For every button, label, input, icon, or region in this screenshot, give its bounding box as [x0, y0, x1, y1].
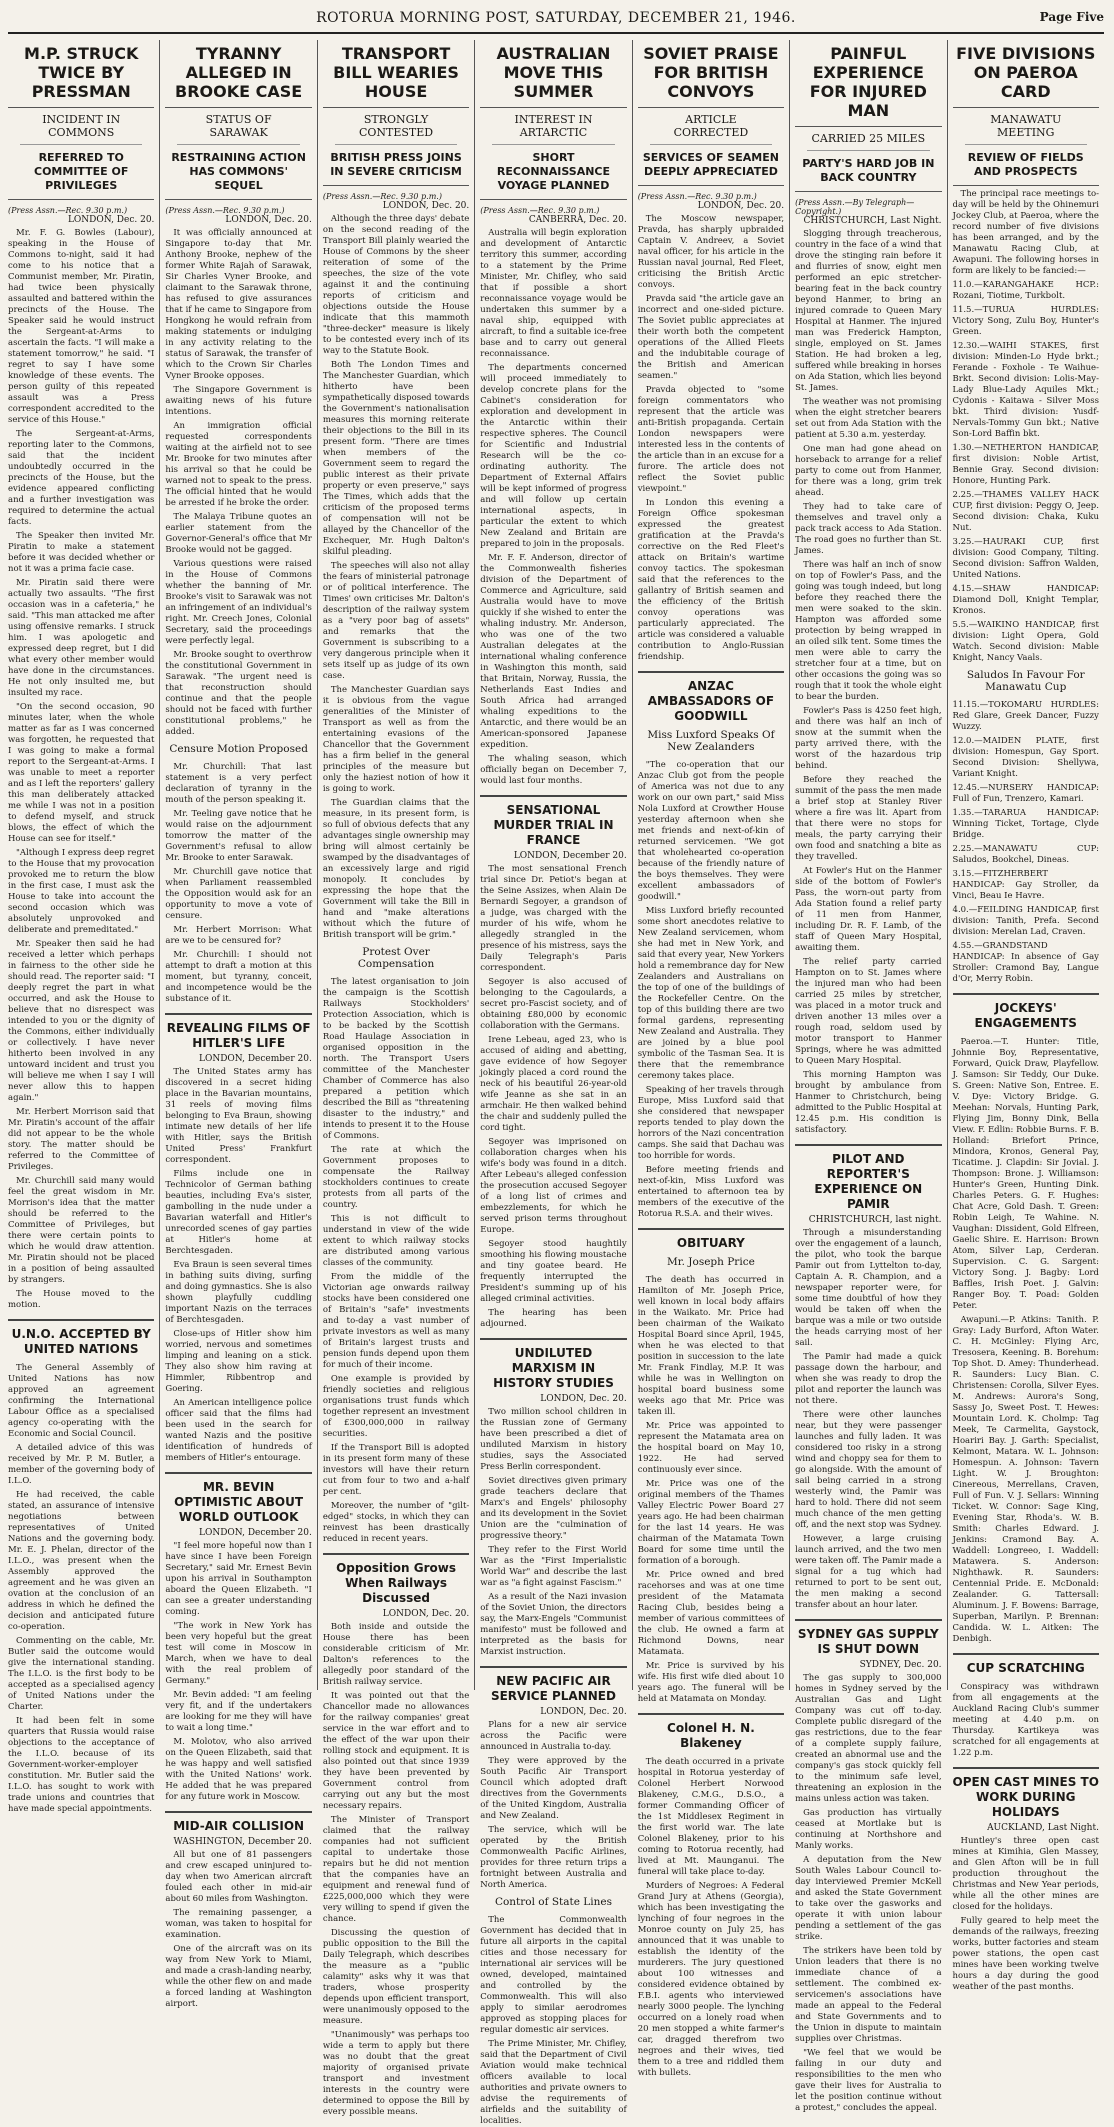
article-headline: Colonel H. N. Blakeney [638, 1713, 784, 1754]
article-subhead: REFERRED TO COMMITTEE OF PRIVILEGES [8, 145, 154, 200]
article-paragraph: All but one of 81 passengers and crew escaped uninjured to-day when two American aircraft fouled each other in mid-air about 60 miles from Washington. [165, 1850, 312, 1904]
article-paragraph: Paeroa.—T. Hunter: Title, Johnnie Boy, Representative, Forward, Quick Draw, Playfellow. J. Samson: Sir Teddy, Our Duke. S. Green: Native Son, Entree. E. V. Dye: Victory Bridge. G. Meehan: Norvals, Hunting Park, Flying Jim, Bonny Dink, Bella View. F. Edlin: Robbie Burns. F. B. Holland: Briefort Prince, Mindora, Kronos, General Pay, Ticatime. J. Clapdin: Sir Jovial. J. Thompson: Brone. J. Williamson: Hunter's Green, Hunting Dink. Charles Peters. G. F. Hughes: Chat Acre, Gold Dash. T. Green: Robin Leigh, Te Wahine. N. Vaughan: Dissident, Gold Elfreen, Gaelic Shire. E. Harrison: Brown Atom, Silver Lap, Cerderan. Supervision. C. G. Sargent: Victory Song. J. Bagby: Lord Baffles, Irish Poet. J. Galvin: Ranger Boy. T. Poad: Golden Peter. [952, 1037, 1099, 1311]
article-body [165, 1541, 311, 1803]
article-headline: UNDILUTED MARXISM IN HISTORY STUDIES [480, 1338, 626, 1394]
race-entry: 1.30.—NETHERTON HANDICAP, first division: Noble Artist, Bennie Gray. Second division: Honore, Hunting Park. [952, 443, 1099, 486]
article-headline: MID-AIR COLLISION [165, 1811, 311, 1837]
article-body [480, 228, 626, 787]
article-paragraph: Soviet directives given primary grade teachers declare that Marx's and Engels' philosophy and its development in the Soviet Union are the "culmination of progressive theory." [480, 1476, 627, 1541]
article-paragraph: Mr. Price owned and bred racehorses and was at one time president of the Matamata Racing Club, besides being a member of various committees of the club. He owned a farm at Richmond Downs, near Matamata. [637, 1570, 785, 1657]
article-body [638, 214, 784, 663]
article-paragraph: Commenting on the cable, Mr. Butler said the outcome would give the international standing. The I.L.O. is the first body to be accepted as a specialised agency of United Nations under the Charter. [8, 1636, 155, 1712]
article-dateline: LONDON, Dec. 20. [225, 215, 312, 225]
article-paragraph: The whaling season, which officially began on December 7, would last four months. [480, 754, 627, 786]
article-paragraph: Before meeting friends and next-of-kin, Miss Luxford was entertained to afternoon tea by members of the executive of the Rotorua R.S.A. and their wives. [637, 1165, 785, 1219]
race-entry: 12.0.—MAIDEN PLATE, first division: Homespun, Gay Sport. Second Division: Shellywa, Variant Knight. [952, 736, 1099, 779]
article-paragraph: The relief party carried Hampton on to St. James where the injured man who had been carried 25 miles by stretcher, was placed in a motor truck and driven another 13 miles over a rough road, seldom used by motor transport to Hanmer Springs, where he was admitted to Queen Mary Hospital. [795, 957, 942, 1066]
article-paragraph: Fowler's Pass is 4250 feet high, and there was half an inch of snow at the summit when the party arrived there, with the worst of the hazardous trip behind. [795, 706, 942, 771]
article-headline: SENSATIONAL MURDER TRIAL IN FRANCE [480, 795, 626, 851]
column-7 [947, 40, 1104, 1992]
article-headline: NEW PACIFIC AIR SERVICE PLANNED [480, 1666, 626, 1707]
article-paragraph: Eva Braun is seen several times in bathing suits diving, surfing and doing gymnastics. She is also shown playfully cuddling important Nazis on the terraces of Berchtesgaden. [165, 1260, 312, 1325]
article-dateline: CANBERRA, Dec. 20. [528, 215, 627, 225]
article-paragraph: Close-ups of Hitler show him worried, nervous and sometimes limping and leaning on a stick. They also show him raving at Himmler, Ribbentrop and Goering. [165, 1329, 312, 1394]
article-body [795, 1673, 941, 2114]
article-paragraph: Both The London Times and The Manchester Guardian, which hitherto have been sympathetically disposed towards the Government's nationalisation measures this morning reiterate their objections to the Bill in its present form. "There are times when members of the Government seem to regard the public interest as their private property or even preserve," says The Times, which adds that the criticism of the proposed terms of compensation will not be allayed by the Chancellor of the Exchequer, Mr. Hugh Dalton's skilful pleading. [322, 360, 470, 557]
article-paragraph: Mr. Teeling gave notice that he would raise on the adjournment tomorrow the matter of the Government's refusal to allow Mr. Brooke to enter Sarawak. [165, 809, 312, 863]
article-deck: INCIDENT IN COMMONS [20, 108, 142, 145]
article-paragraph: He had received, the cable stated, an assurance of intensive negotiations between representatives of United Nations and the governing body. Mr. E. J. Phelan, director of the I.L.O., was present when the Assembly approved the agreement and he was given an ovation at the conclusion of an address in which he defined the decision and anticipated future co-operation. [8, 1490, 155, 1632]
article-body [165, 1067, 311, 1464]
article-body [953, 1037, 1099, 1645]
article-paragraph: The Sergeant-at-Arms, reporting later to the Commons, said that the incident undoubtedly occurred in the precincts of the House, but the evidence appeared conflicting and a further investigation was required to determine the actual facts. [8, 429, 155, 527]
article-paragraph: They had to take care of themselves and travel only a pack track access to Ada Station. The road goes no further than St. James. [795, 502, 942, 556]
article-subheading: Protest Over Compensation [357, 946, 435, 970]
article-paragraph: Mr. Brooke sought to overthrow the constitutional Government in Sarawak. "The urgent need is that reconstruction should continue and that the people should not be faced with further constitutional problems," he added. [165, 650, 312, 737]
article-paragraph: One example is provided by friendly societies and religious organisations trust funds which together represent an investment of £300,000,000 in railway securities. [322, 1374, 470, 1439]
article-headline: PAINFUL EXPERIENCE FOR INJURED MAN [795, 40, 941, 127]
race-fancies [953, 280, 1099, 664]
article-paragraph: The departments concerned will proceed immediately to develop concrete plans for the Cabinet's consideration for exploration and development in the Antarctic within their respective spheres. The Council for Scientific and Industrial Research will be the co-ordinating authority. The Department of External Affairs will be kept informed of progress and will follow up certain international aspects, in particular the extent to which New Zealand and Britain are prepared to join in the proposals. [480, 363, 627, 549]
article-paragraph: There were other launches near, but they were passenger launches and fully laden. It was considered too risky in a strong wind and choppy sea for them to go alongside. With the amount of sail being carried in a strong westerly wind, the Pamir was hard to hold. There did not seem much chance of the men getting off, and the next stop was Sydney. [795, 1410, 942, 1530]
article-paragraph: The death has occurred in Hamilton of Mr. Joseph Price, well known in local body affairs in the Waikato. Mr. Price had been chairman of the Waikato Hospital Board since April, 1945, when he was elected to that position in succession to the late Mr. Frank Findlay, M.P. It was while he was in Wellington on hospital board business some weeks ago that Mr. Price was taken ill. [637, 1275, 785, 1417]
article-headline: JOCKEYS' ENGAGEMENTS [953, 993, 1099, 1034]
race-entry: 1.35.—TARARUA HANDICAP: Winning Ticket, Tortage, Clyde Bridge. [952, 808, 1099, 840]
article-dateline: SYDNEY, Dec. 20. [859, 1660, 942, 1670]
article-deck: STRONGLY CONTESTED [335, 108, 457, 145]
article-deck: MANAWATU MEETING [965, 108, 1087, 145]
article-subhead: Miss Luxford Speaks Of New Zealanders [647, 729, 775, 753]
article-body [638, 760, 784, 1220]
article-deck: ARTICLE CORRECTED [650, 108, 772, 145]
article-headline: TYRANNY ALLEGED IN BROOKE CASE [165, 40, 311, 108]
article-paragraph: Gas production has virtually ceased at Mortlake but is continuing at Northshore and Manly works. [795, 1808, 942, 1851]
article-body [638, 1881, 784, 2079]
article-paragraph: "The co-operation that our Anzac Club got from the people of America was not due to any work on our own part," said Miss Nola Luxford at Crowther House yesterday afternoon when she met friends and next-of-kin of returned servicemen. "We got that wholehearted co-operation because of the friendly nature of the boys themselves. They were excellent ambassadors of goodwill." [637, 760, 785, 902]
article-paragraph: Mr. F. G. Bowles (Labour), speaking in the House of Commons to-night, said it had come to his notice that a Communist member, Mr. Piratin, had twice been physically assaulted and battered within the precincts of the House. The Speaker said he would instruct the Sergeant-at-Arms to ascertain the facts. "I will make a statement tomorrow," he said. "I regret to say I have some knowledge of these events. The person guilty of this repeated assault was a Press correspondent accredited to the service of this House." [8, 228, 155, 425]
article-paragraph: Irene Lebeau, aged 23, who is accused of aiding and abetting, gave evidence of how Segoyer jokingly placed a cord round the neck of his beautiful 26-year-old wife Jeanne as she sat in an armchair. He then walked behind the chair and suddenly pulled the cord tight. [480, 1035, 627, 1133]
article-paragraph: The Guardian claims that the measure, in its present form, is so full of obvious defects that any advantages single ownership may bring will almost certainly be swamped by the disadvantages of an excessively large and rigid monopoly. It concludes by expressing the hope that the Government will take the Bill in hand and "make alterations without which the future of British transport will be grim." [322, 798, 470, 940]
column-4 [474, 40, 631, 2126]
article-body [953, 189, 1099, 277]
article-paragraph: It was pointed out that the Chancellor made no allowances for the railway companies' great service in the war effort and to the effect of the war upon their rolling stock and equipment. It is also pointed out that since 1939 they have been prevented by Government control from carrying out any but the most necessary repairs. [322, 1691, 470, 1811]
article-headline: OPEN CAST MINES TO WORK DURING HOLIDAYS [953, 1767, 1099, 1823]
article-paragraph: This is not difficult to understand in view of the wide extent to which railway stocks are distributed among various classes of the community. [322, 1214, 470, 1268]
article-body [480, 1407, 626, 1658]
article-paragraph: Speaking of her travels through Europe, Miss Luxford said that she considered that newspaper reports tended to play down the horrors of the Nazi concentration camps. She said that Dachau was too horrible for words. [637, 1085, 785, 1161]
article-paragraph: "I feel more hopeful now than I have since I have been Foreign Secretary," said Mr. Ernest Bevin upon his arrival in Southampton aboard the Queen Elizabeth. "I can see a greater understanding coming. [165, 1541, 312, 1617]
article-body [165, 228, 311, 738]
article-paragraph: The service, which will be operated by the British Commonwealth Pacific Airlines, provides for three return trips a fortnight between Australia and North America. [480, 1825, 627, 1890]
article-paragraph: The Minister of Transport claimed that the railway companies had not sufficient capital to undertake those repairs but he did not mention that the companies have an equipment and renewal fund of £225,000,000 which they were very willing to spend if given the chance. [322, 1815, 470, 1924]
article-paragraph: Murders of Negroes: A Federal Grand Jury at Athens (Georgia), which has been investigating the lynching of four negroes in the Monroe county on July 25, has announced that it was unable to establish the identity of the murderers. The jury questioned about 100 witnesses and considered evidence obtained by F.B.I. agents who interviewed nearly 3000 people. The lynching occurred on a lonely road when 20 men stopped a white farmer's car, dragged therefrom two negroes and their wives, tied them to a tree and riddled them with bullets. [637, 1881, 785, 2078]
article-headline: M.P. STRUCK TWICE BY PRESSMAN [8, 40, 154, 108]
article-headline: TRANSPORT BILL WEARIES HOUSE [323, 40, 469, 108]
article-dateline: LONDON, Dec. 20. [697, 201, 785, 211]
article-paragraph: The House moved to the motion. [8, 1289, 155, 1310]
article-headline: PILOT AND REPORTER'S EXPERIENCE ON PAMIR [795, 1144, 941, 1215]
article-paragraph: Mr. Price was appointed to represent the Matamata area on the hospital board on May 10, 1922. He had served continuously ever since. [637, 1421, 785, 1475]
article-headline: U.N.O. ACCEPTED BY UNITED NATIONS [8, 1319, 154, 1360]
article-paragraph: A detailed advice of this was received by Mr. P. M. Butler, a member of the governing body of I.L.O. [8, 1443, 155, 1486]
article-paragraph: Both inside and outside the House there has been considerable criticism of Mr. Dalton's references to the allegedly poor standard of the British railway service. [322, 1622, 470, 1687]
article-paragraph: Through a misunderstanding over the engagement of a launch, the pilot, who took the barque Pamir out from Lyttelton to-day, Captain A. R. Champion, and a newspaper reporter were, for some time doubtful of how they would be taken off when the barque was a mile or two outside the heads carrying most of her sail. [795, 1228, 942, 1348]
article-paragraph: The weather was not promising when the eight stretcher bearers set out from Ada Station with the patient at 5.30 a.m. yesterday. [795, 397, 942, 440]
race-entry: 11.5.—TURUA HURDLES: Victory Song, Zulu Boy, Hunter's Green. [952, 305, 1099, 337]
article-paragraph: One man had gone ahead on horseback to arrange for a relief party to come out from Hanmer, for there was a long, grim trek ahead. [795, 444, 942, 498]
article-body [638, 1757, 784, 1878]
article-paragraph: Moreover, the number of "gilt-edged" stocks, in which they can reinvest has been drastically reduced in recent years. [322, 1501, 470, 1544]
article-headline: AUSTRALIAN MOVE THIS SUMMER [480, 40, 626, 108]
article-body [8, 1363, 154, 1815]
article-paragraph: "The work in New York has been very hopeful but the great test will come in Moscow in March, when we have to deal with the real problem of Germany." [165, 1621, 312, 1686]
article-paragraph: Pravda objected to "some foreign commentators who represent that the article was anti-British propaganda. Certain London newspapers were interested less in the contents of the article than in an excuse for a furore. The article does not reflect the Soviet public viewpoint." [637, 385, 785, 494]
article-paragraph: An American intelligence police officer said that the films had been used in the search for wanted Nazis and the positive identification of hundreds of members of Hitler's entourage. [165, 1398, 312, 1463]
article-paragraph: The Prime Minister, Mr. Chifley, said that the Department of Civil Aviation would make technical officers available to local authorities and private owners to advise the requirements of airfields and the suitability of localities. [480, 2039, 627, 2126]
article-paragraph: Segoyer was imprisoned on collaboration charges when his wife's body was found in a ditch. After Lebeau's alleged confession the prosecution accused Segoyer of a long list of crimes and embezzlements, for which he served prison terms throughout Europe. [480, 1137, 627, 1235]
article-paragraph: This morning Hampton was brought by ambulance from Hanmer to Christchurch, being admitted to the Public Hospital at 12.45 p.m. His condition is satisfactory. [795, 1070, 942, 1135]
article-paragraph: Awapuni.—P. Atkins: Tanith. P. Gray: Lady Burford, Afton Water. C. H. McGinley: Flying Arc, Tresosera, Keening. B. Borehum: Top Shot. D. Amey: Thunderhead. R. Saunders: Lucy Bian. C. Christensen: Corolla, Silver Eyes. M. Andrews: Aurora's Song, Sassy Jo, Sweet Post. T. Hewes: Mountain Lord. K. Cholmp: Tag Meek, Te Carmelita, Gaystock, Hoariri Bay. J. Garth: Specialist, Kelmont, Matara. W. L. Johnson: Homespun. A. Johnson: Tavern Light. W. J. Broughton: Cinereous, Merrellans, Craven, Full of Fun. V. J. Sellars: Winning Ticket. W. Connor: Sage King, Evening Star, Rhoda's. W. B. Smith: Charles Edward. J. Jenkins: Cramond Bay. A. Waddell: Longreeo, I. Waddell: Matawera. S. Anderson: Nighthawk. R. Saunders: Centennial Pride. E. McDonald: Zealander. G. Tattersall: Aluminum. J. F. Bowens: Barrage, Superban, Marilyn. P. Brennan: Candida. W. L. Aitken: The Denbigh. [952, 1315, 1099, 1644]
article-subhead: SERVICES OF SEAMEN DEEPLY APPRECIATED [638, 145, 784, 186]
article-paragraph: The United States army has discovered in a secret hiding place in the Bavarian mountains, 31 reels of moving films belonging to Eva Braun, showing intimate new details of her life with Hitler, says the British United Press' Frankfurt correspondent. [165, 1067, 312, 1165]
article-paragraph: Mr. Churchill gave notice that when Parliament reassembled the Opposition would ask for an opportunity to move a vote of censure. [165, 867, 312, 921]
article-paragraph: As a result of the Nazi invasion of the Soviet Union, the directors say, the Marx-Engels "Communist manifesto" must be followed and interpreted as the basis for Marxist instruction. [480, 1592, 627, 1657]
article-paragraph: There was half an inch of snow on top of Fowler's Pass, and the going was tough indeed, but long before they reached there the men were soaked to the skin. Hampton was afforded some protection by being wrapped in an oiled silk tent. Some times the men were able to carry the stretcher four at a time, but on other occasions the going was so rough that it took the whole eight to bear the burden. [795, 560, 942, 702]
article-paragraph: The Manchester Guardian says it is obvious from the vague generalities of the Minister of Transport as well as from the entertaining evasions of the Chancellor that the Government has a firm belief in the general principles of the measure but only the haziest notion of how it is going to work. [322, 685, 470, 794]
article-paragraph: Miss Luxford briefly recounted some short anecdotes relative to New Zealand servicemen, whom she had met in New York, and said that every year, New Yorkers hold a remembrance day for New Zealanders and Australians on the top of one of the buildings of the Rockefeller Centre. On the top of this building there are two formal gardens, representing New Zealand and Australia. They are joined by a blue pool symbolic of the Tasman Sea. It is there that the remembrance ceremony takes place. [637, 906, 785, 1081]
article-paragraph: Pravda said "the article gave an incorrect and one-sided picture. The Soviet public appreciates at their worth both the competent operations of the Allied Fleets and the indubitable courage of the British and American seamen." [637, 294, 785, 381]
article-press-line: (Press Assn.—Rec. 9.30 p.m.) [480, 206, 600, 215]
race-entry: 2.25.—THAMES VALLEY HACK CUP, first division: Peggy O, Jeep. Second division: Chaka, Kuku Nut. [952, 490, 1099, 533]
article-dateline: WASHINGTON, December 20. [173, 1837, 312, 1847]
article-headline: SOVIET PRAISE FOR BRITISH CONVOYS [638, 40, 784, 108]
column-6 [789, 40, 946, 2113]
article-paragraph: The Malaya Tribune quotes an earlier statement from the Governor-General's office that Mr Brooke would not be gagged. [165, 512, 312, 555]
article-paragraph: Mr. Herbert Morrison: What are we to be censured for? [165, 925, 312, 946]
article-paragraph: Segoyer stood haughtily smoothing his flowing moustache and tiny goatee beard. He frequently interrupted the President's summing up of his alleged criminal activities. [480, 1239, 627, 1304]
article-paragraph: If the Transport Bill is adopted in its present form many of these investors will have their return cut from four to two and a-half per cent. [322, 1443, 470, 1497]
article-headline: FIVE DIVISIONS ON PAEROA CARD [953, 40, 1099, 108]
article-paragraph: Mr. Churchill: That last statement is a very perfect declaration of tyranny in the mouth of the person speaking it. [165, 762, 312, 805]
article-paragraph: They refer to the First World War as the "First Imperialistic World War" and describe the last war as "a fight against Fascism." [480, 1545, 627, 1588]
article-paragraph: Mr. Herbert Morrison said that Mr. Piratin's account of the affair did not appear to be the whole story. The matter should be referred to the Committee of Privileges. [8, 1107, 155, 1172]
article-headline: MR. BEVIN OPTIMISTIC ABOUT WORLD OUTLOOK [165, 1472, 311, 1528]
article-headline: OBITUARY [638, 1228, 784, 1254]
article-dateline: AUCKLAND, Last Night. [987, 1823, 1099, 1833]
article-paragraph: The Commonwealth Government has decided that in future all airports in the capital cities and those necessary for international air services will be owned, developed, maintained and controlled by the Commonwealth. This will also apply to similar aerodromes approved as stopping places for regular domestic air services. [480, 1915, 627, 2035]
article-paragraph: However, a large cruising launch arrived, and the two men were taken off. The Pamir made a signal for a tug which had returned to port to be sent out, the men making a second transfer about an hour later. [795, 1534, 942, 1610]
columns [8, 40, 1104, 2126]
article-paragraph: The principal race meetings to-day will be held by the Ohinemuri Jockey Club, at Paeroa, where the record number of five divisions has been arranged, and by the Manawatu Racing Club, at Awapuni. The following horses in form are likely to be fancied:— [952, 189, 1099, 276]
article-subhead: RESTRAINING ACTION HAS COMMONS' SEQUEL [165, 145, 311, 200]
article-paragraph: Films include one in Technicolor of German bathing beauties, including Eva's sister, gambolling in the nude under a Bavarian waterfall and Hitler's unrecorded scenes of gay parties at Hitler's home at Berchtesgaden. [165, 1169, 312, 1256]
article-paragraph: An immigration official requested correspondents waiting at the airfield not to see Mr. Brooke for two minutes after his arrival so that he could be warned not to speak to the press. The official hinted that he would be arrested if he broke the order. [165, 421, 312, 508]
article-paragraph: Mr. Price is survived by his wife. His first wife died about 10 years ago. The funeral will be held at Matamata on Monday. [637, 1661, 785, 1704]
race-entry: 12.45.—NURSERY HANDICAP: Full of Fun, Trenzero, Kamari. [952, 783, 1099, 804]
race-entry: 4.0.—FEILDING HANDICAP, first division: Tanith, Prefa. Second division: Merelan Lad, Craven. [952, 905, 1099, 937]
article-body [165, 1850, 311, 2010]
article-dateline: LONDON, Dec. 20. [382, 201, 470, 211]
article-paragraph: One of the aircraft was on its way from New York to Miami, and made a crash-landing nearby, while the other flew on and made a forced landing at Washington airport. [165, 1944, 312, 2009]
article-body [953, 1682, 1099, 1759]
article-paragraph: Mr. Piratin said there were actually two assaults. "The first occasion was in a cafeteria," he said. "This man attacked me after using offensive remarks. I struck him. I was apologetic and expressed deep regret, but I did what every other member would have done in the circumstances. He not only insulted me, but insulted my race. [8, 578, 155, 698]
race-entry: 3.15.—FITZHERBERT HANDICAP: Gay Stroller, da Vinci, Beau Ie Havre. [952, 869, 1099, 901]
article-paragraph: They were approved by the South Pacific Air Transport Council which adopted draft directives from the Governments of the United Kingdom, Australia and New Zealand. [480, 1756, 627, 1821]
article-paragraph: The Moscow newspaper, Pravda, has sharply upbraided Captain V. Andreev, a Soviet naval officer, for his article in the Russian naval journal, Red Fleet, criticising the British Arctic convoys. [637, 214, 785, 290]
race-fancies-manawatu [953, 700, 1099, 985]
article-deck: STATUS OF SARAWAK [177, 108, 299, 145]
article-paragraph: Australia will begin exploration and development of Antarctic territory this summer, according to a statement by the Prime Minister, Mr. Chifley, who said that if possible a short reconnaissance voyage would be undertaken this summer by a naval ship, equipped with aircraft, to find a suitable ice-free base and to carry out general reconnaissance. [480, 228, 627, 359]
article-subhead: Mr. Joseph Price [667, 1256, 755, 1268]
article-dateline: LONDON, December 20. [198, 1528, 312, 1538]
article-paragraph: Discussing the question of public opposition to the Bill the Daily Telegraph, which describes the measure as a "public calamity" asks why it was that traders, whose prosperity depends upon efficient transport, were unanimously opposed to the measure. [322, 1928, 470, 2026]
article-paragraph: M. Molotov, who also arrived on the Queen Elizabeth, said that he was happy and well satisfied with the United Nations' work. He added that he was prepared for any future work in Moscow. [165, 1737, 312, 1802]
article-paragraph: The death occurred in a private hospital in Rotorua yesterday of Colonel Herbert Norwood Blakeney, C.M.G., D.S.O., a former Commanding Officer of the 1st Middlesex Regiment in the first world war. The late Colonel Blakeney, prior to his coming to Rotorua recently, had lived at Mt. Maunganui. The funeral will take place to-day. [637, 1757, 785, 1877]
article-paragraph: "We feel that we would be failing in our duty and responsibilities to the men who gave their lives for Australia to let the position continue without a protest," concludes the appeal. [795, 2048, 942, 2113]
article-paragraph: The most sensational French trial since Dr. Petiot's began at the Seine Assizes, when Alain De Bernardi Segoyer, a grandson of a judge, was charged with the murder of his wife, whom he allegedly strangled in the presence of his mistress, says the Daily Telegraph's Paris correspondent. [480, 864, 627, 973]
article-paragraph: "Although I express deep regret to the House that my provocation provoked me to return the blow in the first case, I must ask the House to take into account the second occasion which was absolutely unprovoked and deliberate and premeditated." [8, 848, 155, 935]
column-3 [317, 40, 474, 2117]
article-paragraph: Mr. Churchill: I should not attempt to draft a motion at this moment, but tyranny, conceit, and incompetence would be the substance of it. [165, 950, 312, 1004]
article-dateline: LONDON, Dec. 20. [540, 1707, 627, 1717]
article-paragraph: The remaining passenger, a woman, was taken to hospital for examination. [165, 1908, 312, 1940]
article-subhead: BRITISH PRESS JOINS IN SEVERE CRITICISM [323, 145, 469, 186]
article-dateline: CHRISTCHURCH, last night. [808, 1215, 942, 1225]
race-entry: 11.15.—TOKOMARU HURDLES: Red Glare, Greek Dancer, Fuzzy Wuzzy. [952, 700, 1099, 732]
page-number: Page Five [1039, 10, 1104, 24]
article-paragraph: The Pamir had made a quick passage down the harbour, and when she was ready to drop the pilot and reporter the launch was not there. [795, 1352, 942, 1406]
masthead [8, 6, 1104, 34]
article-body [8, 228, 154, 1311]
article-press-line: (Press Assn.—Rec. 9.30 p.m.) [637, 192, 757, 201]
race-entry: 4.55.—GRANDSTAND HANDICAP: In absence of Gay Stroller: Cramond Bay, Langue d'Or, Merry Robin. [952, 941, 1099, 984]
race-entry: 2.25.—MANAWATU CUP: Saludos, Bookchel, Dineas. [952, 844, 1099, 865]
article-paragraph: The Speaker then invited Mr. Piratin to make a statement before it was decided whether or not it was a prima facie case. [8, 531, 155, 574]
race-entry: 3.25.—HAURAKI CUP, first division: Good Company, Tilting. Second division: Saffron Walden, United Nations. [952, 537, 1099, 580]
column-1 [8, 40, 159, 1814]
article-paragraph: At Fowler's Hut on the Hanmer side of the bottom of Fowler's Pass, the worn-out party from Ada Station found a relief party of 11 men from Hanmer, including Dr. R. F. Lamb, of the staff of Queen Mary Hospital, awaiting them. [795, 866, 942, 953]
article-paragraph: Mr. Churchill said many would feel the great wisdom in Mr. Morrison's idea that the matter should be referred to the Committee of Privileges, but there were certain points to which he would draw attention. Mr. Piratin should not be placed in a position of being assaulted by strangers. [8, 1176, 155, 1285]
article-body [795, 1228, 941, 1611]
article-paragraph: Before they reached the summit of the pass the men made a brief stop at Stanley River where a fire was lit. Apart from that there were no stops for meals, the party carrying their own food and snatching a bite as they travelled. [795, 775, 942, 862]
race-entry: 4.15.—SHAW HANDICAP: Diamond Doll, Knight Templar, Kronos. [952, 584, 1099, 616]
article-body [480, 864, 626, 1330]
article-paragraph: Segoyer is also accused of belonging to the Cagoulards, a secret pro-Fascist society, and of obtaining £80,000 by economic collaboration with the Germans. [480, 977, 627, 1031]
article-deck: INTEREST IN ARTARCTIC [492, 108, 614, 145]
article-paragraph: Mr. Bevin added: "I am feeling very fit, and if the undertakers are looking for me they will have to wait a long time." [165, 1690, 312, 1733]
article-paragraph: Mr. Speaker then said he had received a letter which perhaps in fairness to the other side he should read. The reporter said: "I deeply regret the part in what occurred, and ask the House to believe that no disrespect was intended to you or the dignity of the Commons, either individually or collectively. I have never hitherto been involved in any untoward incident and trust you will believe me when I say I will never allow this to happen again." [8, 939, 155, 1103]
article-headline: SYDNEY GAS SUPPLY IS SHUT DOWN [795, 1619, 941, 1660]
article-headline: ANZAC AMBASSADORS OF GOODWILL [638, 671, 784, 727]
race-entry: 12.30.—WAIHI STAKES, first division: Minden-Lo Hyde brkt.; Ferande - Foxhole - Te Waihue-Brkt. Second division: Lolis-May-Lady Blue-Lady Aquiles Mkt.; Cydonis - Kaitawa - Silver Moss bkt. Third division: Yusdf-Nervals-Tommy Gun bkt.; Native Son-Lord Baffin bkt. [952, 341, 1099, 439]
article-paragraph: Fully geared to help meet the demands of the railways, freezing works, butter factories and steam power stations, the open cast mines have been working twelve hours a day during the good weather of the past months. [952, 1916, 1099, 1992]
article-paragraph: In London this evening a Foreign Office spokesman expressed the greatest gratification at the Pravda's corrective on the Red Fleet's attack on Britain's wartime convoy tactics. The spokesman said that the references to the gallantry of British seamen and the efficiency of the British convoy operations was particularly appreciated. The article was considered a valuable contribution to Anglo-Russian friendship. [637, 498, 785, 662]
article-body [953, 1836, 1099, 1993]
article-paragraph: The gas supply to 300,000 homes in Sydney served by the Australian Gas and Light Company was cut off to-day. Complete public disregard of the gas restrictions, due to the fear of a complete supply failure, created an abnormal use and the company's gas stock quickly fell to the minimum safe level, threatening an explosion in the mains unless action was taken. [795, 1673, 942, 1804]
article-paragraph: Although the three days' debate on the second reading of the Transport Bill plainly wearied the House of Commons by the sheer reiteration of some of the speeches, the size of the vote against it and the continuing reports of criticism and objections outside the House indicate that this mammoth "three-decker" measure is likely to be contested every inch of its way to the Statute Book. [322, 214, 470, 356]
race-entry: 11.0.—KARANGAHAKE HCP.: Rozani, Tiotime, Turkbolt. [952, 280, 1099, 301]
article-subhead: PARTY'S HARD JOB IN BACK COUNTRY [795, 151, 941, 192]
article-paragraph: Various questions were raised in the House of Commons whether the banning of Mr. Brooke's visit to Sarawak was not an infringement of an individual's right. Mr. Creech Jones, Colonial Secretary, said the proceedings were perfectly legal. [165, 559, 312, 646]
article-paragraph: The latest organisation to join the campaign is the Scottish Railways Stockholders' Protection Association, which is to be backed by the Scottish Road Haulage Association in organised opposition in the north. The Transport Users committee of the Manchester Chamber of Commerce has also prepared a petition which described the Bill as "threatening disaster to the industry," and intends to present it to the House of Commons. [322, 977, 470, 1141]
article-paragraph: It was officially announced at Singapore to-day that Mr. Anthony Brooke, nephew of the former White Rajah of Sarawak, Sir Charles Vyner Brooke, and claimant to the Sarawak throne, has refused to give assurances that if he came to Singapore from Hongkong he would refrain from making statements or indulging in any activity relating to the status of Sarawak, the transfer of which to the Crown Sir Charles Vyner Brooke opposes. [165, 228, 312, 381]
article-paragraph: The strikers have been told by Union leaders that there is no immediate chance of a settlement. The combined ex-servicemen's associations have made an appeal to the Federal and State Governments and to the Union in dispute to maintain supplies over Christmas. [795, 1946, 942, 2044]
article-paragraph: "On the second occasion, 90 minutes later, when the whole matter as far as I was concerned was forgotten, he requested that I was going to make a formal report to the Sergeant-at-Arms. I was unable to meet a reporter and as I left the reporters' gallery this man deliberately attacked me while I was not in a position to defend myself, and struck blows, the effect of which the House can see for itself." [8, 702, 155, 844]
article-paragraph: Mr. Price was one of the original members of the Thames Valley Electric Power Board 27 years ago. He had been chairman for the last 14 years. He was chairman of the Matamata Town Board for some time until the formation of a borough. [637, 1479, 785, 1566]
article-headline: Opposition Grows When Railways Discussed [323, 1553, 469, 1609]
article-dateline: LONDON, Dec. 20. [382, 1609, 470, 1619]
article-dateline: LONDON, December 20. [513, 851, 627, 861]
race-subhead: Saludos In Favour For Manawatu Cup [966, 669, 1085, 693]
article-paragraph: The hearing has been adjourned. [480, 1308, 627, 1329]
article-dateline: LONDON, Dec. 20. [540, 1394, 627, 1404]
article-dateline: CHRISTCHURCH, Last Night. [803, 216, 942, 226]
article-press-line: (Press Assn.—Rec. 9.30 p.m.) [165, 206, 285, 215]
article-paragraph: From the middle of the Victorian age onwards railway stocks have been considered one of Britain's "safe" investments and to-day a vast number of private investors as well as many of Britain's largest trusts and pension funds depend upon them for much of their income. [322, 1272, 470, 1370]
race-entry: 5.5.—WAIKINO HANDICAP, first division: Light Opera, Gold Watch. Second division: Mable Knight, Nancy Vaals. [952, 620, 1099, 663]
article-press-line: (Press Assn.—By Telegraph—Copyright.) [795, 198, 915, 216]
article-deck: CARRIED 25 MILES [807, 127, 929, 151]
article-paragraph: "Unanimously" was perhaps too wide a term to apply but there was no doubt that the great majority of organised private transport and investment interests in the country were determined to oppose the Bill by every possible means. [322, 2030, 470, 2117]
article-body [323, 214, 469, 941]
column-2 [159, 40, 316, 2009]
article-paragraph: The rate at which the Government proposes to compensate the Railway stockholders continues to create protests from all parts of the country. [322, 1145, 470, 1210]
article-subhead: REVIEW OF FIELDS AND PROSPECTS [953, 145, 1099, 186]
article-paragraph: It had been felt in some quarters that Russia would raise objections to the acceptance of the I.L.O. because of its Government-worker-employer constitution. Mr. Butler said the I.L.O. has sought to work with trade unions and countries that have made special appointments. [8, 1716, 155, 1814]
article-body [323, 977, 469, 1545]
article-paragraph: The speeches will also not allay the fears of ministerial patronage or of political interference. The Times' own criticises Mr. Dalton's description of the railway system as a "very poor bag of assets" and remarks that the Government is subscribing to a very dangerous principle when it sets itself up as judge of its own case. [322, 561, 470, 681]
article-paragraph: Mr. F. F. Anderson, director of the Commonwealth fisheries division of the Department of Commerce and Agriculture, said Australia would have to move quickly if she wished to enter the whaling industry. Mr. Anderson, who was one of the two Australian delegates at the international whaling conference in Washington this month, said that Britain, Norway, Russia, the Netherlands East Indies and South Africa had arranged whaling expeditions to the Antarctic, and there would be an American-sponsored Japanese expedition. [480, 553, 627, 750]
article-paragraph: A deputation from the New South Wales Labour Council to-day interviewed Premier McKell and asked the State Government to take over the gasworks and operate it with union labour pending a settlement of the gas strike. [795, 1855, 942, 1942]
article-paragraph: Huntley's three open cast mines at Kimihia, Glen Massey, and Glen Afton will be in full production throughout the Christmas and New Year periods, while all the other mines are closed for the holidays. [952, 1836, 1099, 1912]
article-paragraph: The General Assembly of United Nations has now approved an agreement confirming the International Labour Office as a specialised agency co-operating with the Economic and Social Council. [8, 1363, 155, 1439]
article-body [480, 1720, 626, 1891]
article-headline: REVEALING FILMS OF HITLER'S LIFE [165, 1013, 311, 1054]
article-dateline: LONDON, December 20. [198, 1054, 312, 1064]
column-5 [632, 40, 789, 2078]
article-paragraph: The Singapore Government is awaiting news of his future intentions. [165, 385, 312, 417]
masthead-title: ROTORUA MORNING POST, SATURDAY, DECEMBER 21, 1946. [316, 10, 796, 26]
article-body [795, 229, 941, 1136]
article-paragraph: Slogging through treacherous, country in the face of a wind that drove the stinging rain before it and flurries of snow, eight men performed an epic stretcher-bearing feat in the back country beyond Hanmer, to bring an injured comrade to Queen Mary Hospital at Hanmer. The injured man was Frederick Hampton, single, employed on St. James Station. He had broken a leg, suffered while breaking in horses on Ada Station, which lies beyond St. James. [795, 229, 942, 393]
article-paragraph: Plans for a new air service across the Pacific were announced in Australia to-day. [480, 1720, 627, 1752]
article-dateline: LONDON, Dec. 20. [67, 215, 155, 225]
article-subheading: Control of State Lines [494, 1896, 612, 1908]
article-body [323, 1622, 469, 2118]
article-body [638, 1275, 784, 1705]
article-subhead: SHORT RECONNAISSANCE VOYAGE PLANNED [480, 145, 626, 200]
article-paragraph: Two million school children in the Russian zone of Germany have been prescribed a diet of undiluted Marxism in history studies, says the Associated Press Berlin correspondent. [480, 1407, 627, 1472]
article-body [480, 1915, 626, 2127]
article-press-line: (Press Assn.—Rec. 9.30 p.m.) [8, 206, 128, 215]
article-paragraph: Conspiracy was withdrawn from all engagements at the Auckland Racing Club's summer meeting at 4.40 p.m. on Thursday. Kartikeya was scratched for all engagements at 1.22 p.m. [952, 1682, 1099, 1758]
article-headline: CUP SCRATCHING [953, 1653, 1099, 1679]
article-press-line: (Press Assn.—Rec. 9.30 p.m.) [322, 192, 442, 201]
article-subheading: Censure Motion Proposed [169, 743, 308, 755]
article-body [165, 762, 311, 1005]
